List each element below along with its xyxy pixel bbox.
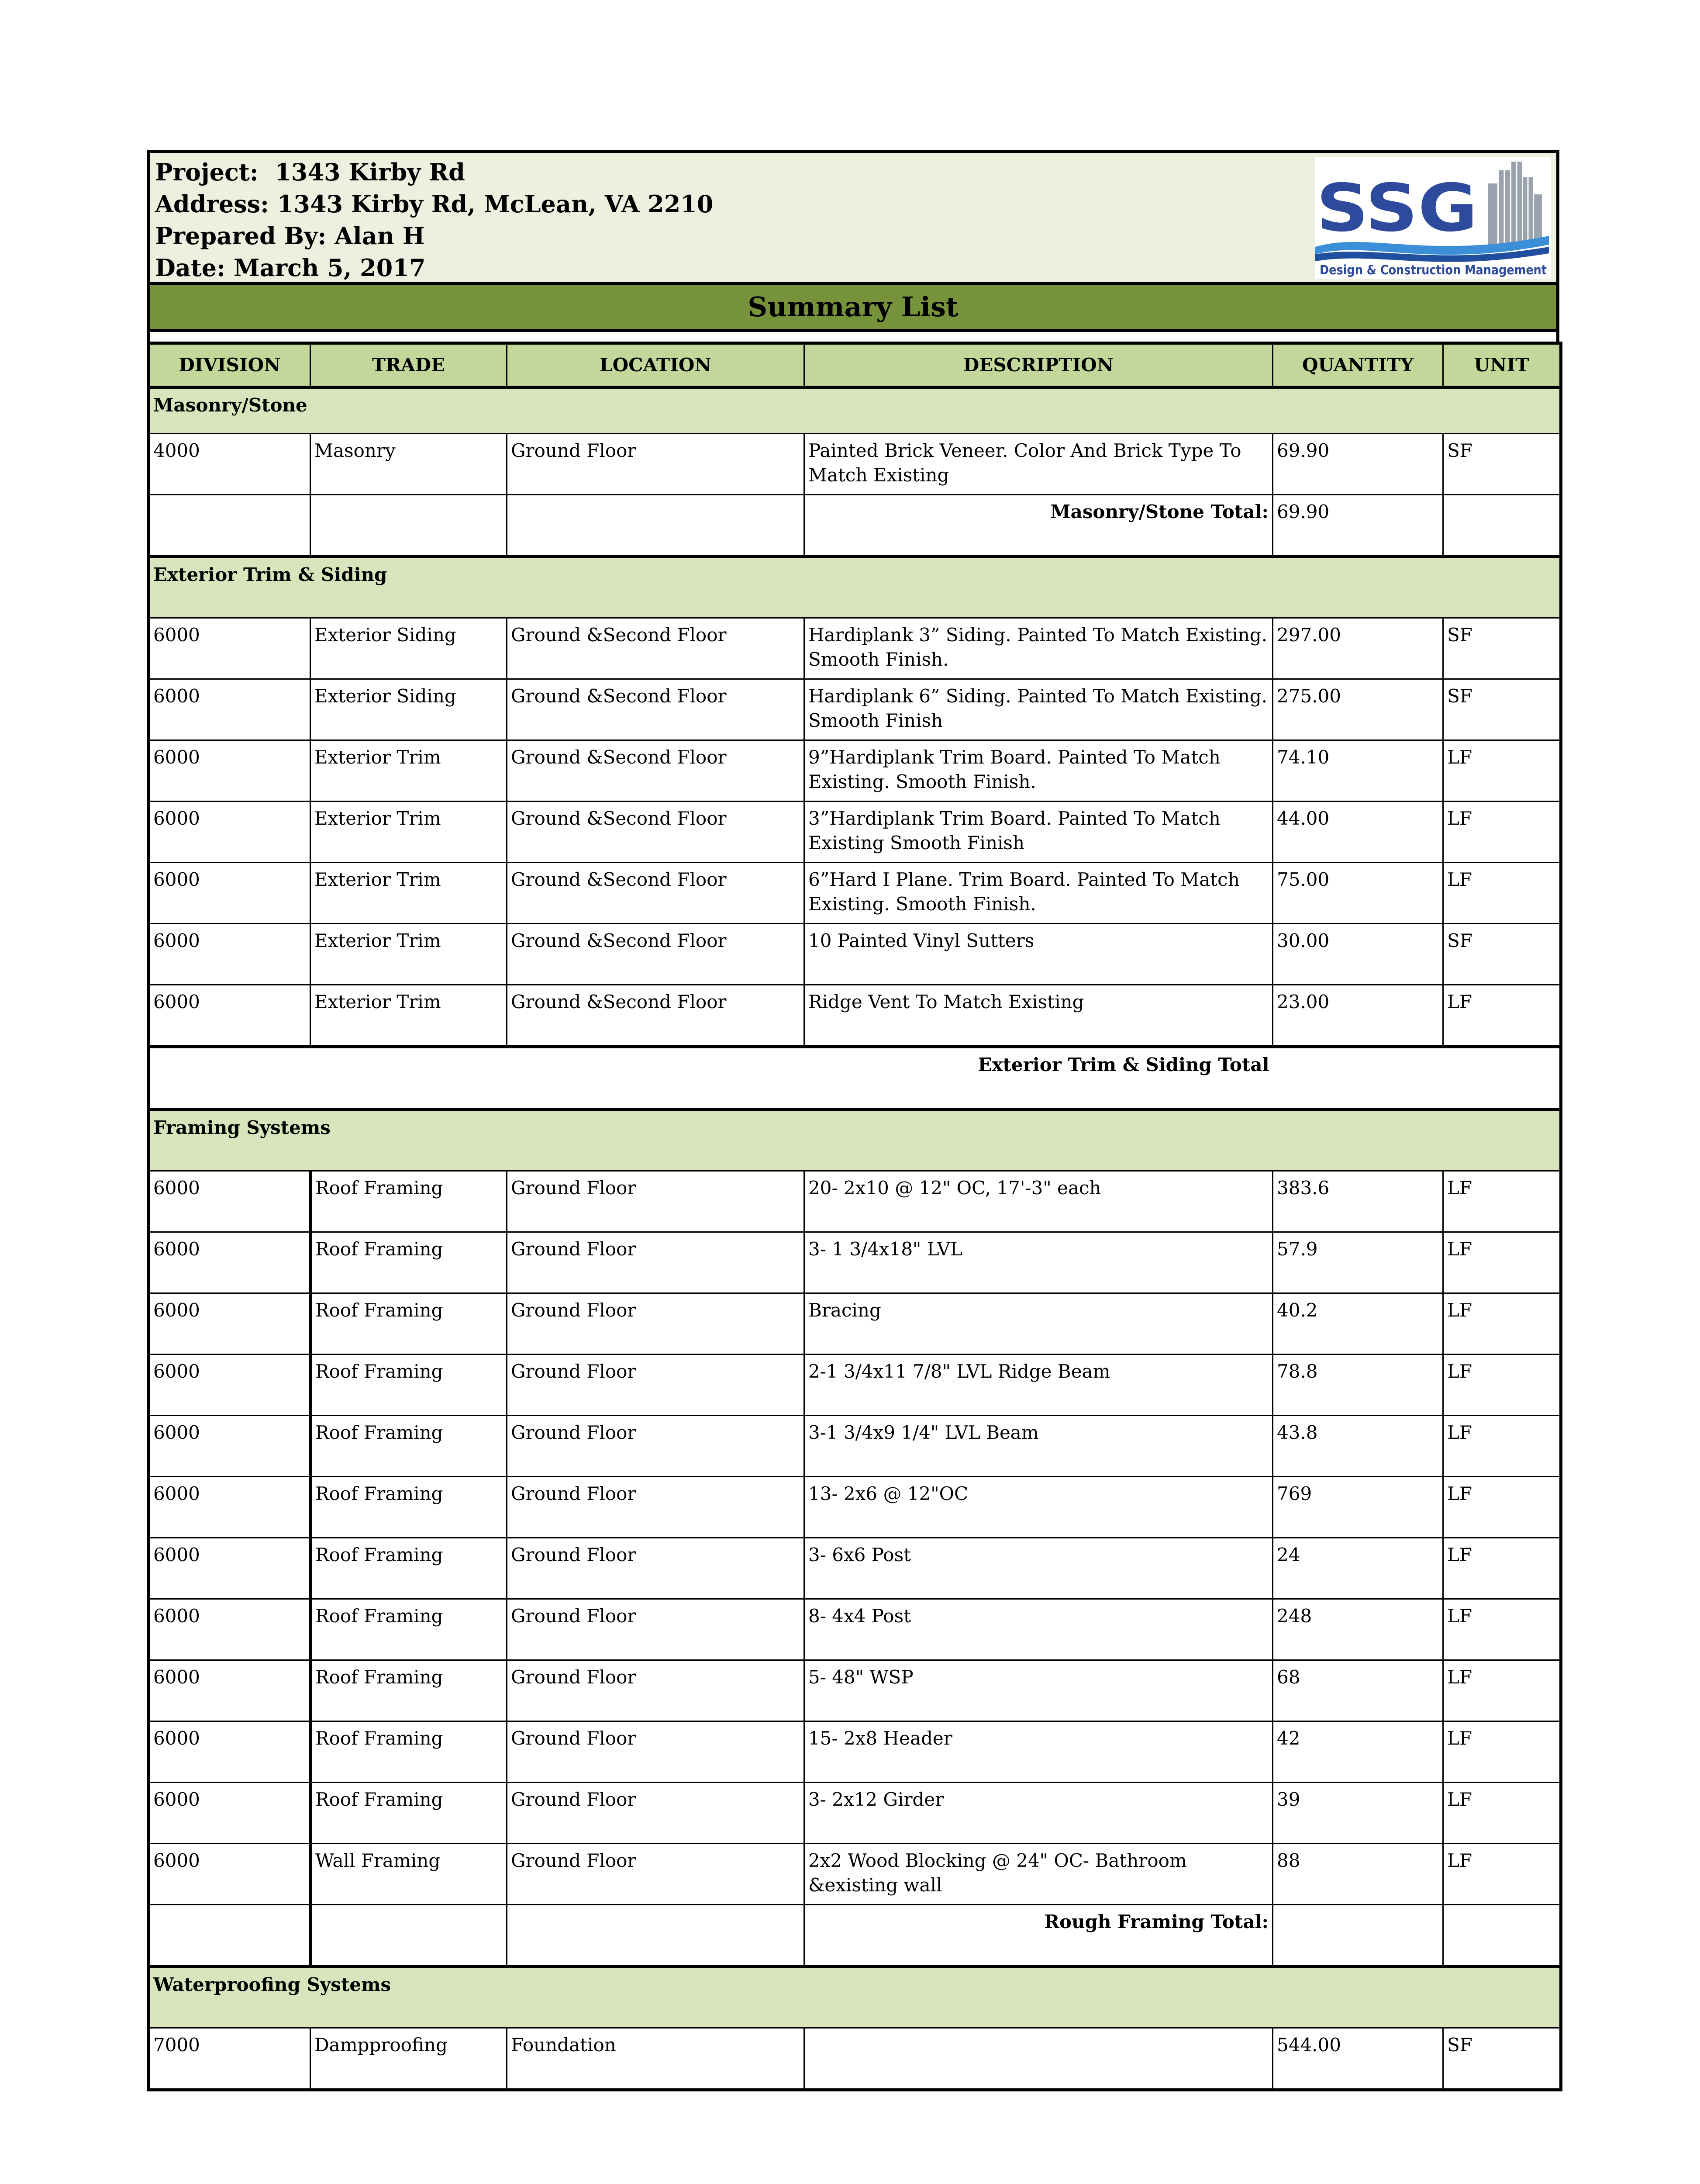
cell-division: 6000 (148, 985, 310, 1047)
total-value (1273, 1047, 1561, 1110)
cell-description: 3- 1 3/4x18" LVL (804, 1232, 1273, 1293)
table-row (148, 434, 1561, 495)
table-row (148, 2028, 1561, 2090)
cell-description: Painted Brick Veneer. Color And Brick Type To Match Existing (804, 434, 1273, 495)
cell-description: 5- 48" WSP (804, 1660, 1273, 1721)
col-division: DIVISION (148, 343, 310, 387)
total-row (148, 1047, 1561, 1110)
cell-description: 2-1 3/4x11 7/8" LVL Ridge Beam (804, 1355, 1273, 1416)
cell-description (804, 2028, 1273, 2090)
section-header-row (148, 1110, 1561, 1171)
cell-location: Ground Floor (507, 1171, 804, 1232)
cell-description: 10 Painted Vinyl Sutters (804, 924, 1273, 985)
cell-location: Ground &Second Floor (507, 802, 804, 863)
cell-quantity: 297.00 (1273, 618, 1443, 679)
cell-location: Ground Floor (507, 1783, 804, 1844)
table-row (148, 802, 1561, 863)
cell-division: 6000 (148, 1171, 310, 1232)
section-name: Framing Systems (148, 1110, 1561, 1171)
table-row (148, 1171, 1561, 1232)
cell-quantity: 44.00 (1273, 802, 1443, 863)
cell-division: 6000 (148, 1844, 310, 1905)
cell-unit: SF (1443, 618, 1561, 679)
cell-quantity: 23.00 (1273, 985, 1443, 1047)
table-row (148, 1293, 1561, 1355)
total-value (1273, 1905, 1443, 1967)
cell-quantity: 769 (1273, 1477, 1443, 1538)
cell-trade: Roof Framing (310, 1293, 507, 1355)
project-line: Project: 1343 Kirby Rd (155, 158, 465, 186)
ssg-logo (1315, 157, 1551, 279)
col-trade: TRADE (310, 343, 507, 387)
table-row (148, 679, 1561, 740)
cell-division: 6000 (148, 1721, 310, 1783)
cell-description: 2x2 Wood Blocking @ 24" OC- Bathroom &existing wall (804, 1844, 1273, 1905)
total-label: Rough Framing Total: (804, 1905, 1273, 1967)
table-row (148, 924, 1561, 985)
logo-tagline: Design & Construction Management (1320, 263, 1547, 277)
total-empty-cell (507, 495, 804, 557)
cell-unit: SF (1443, 924, 1561, 985)
cell-trade: Exterior Trim (310, 802, 507, 863)
cell-unit: LF (1443, 1721, 1561, 1783)
cell-division: 6000 (148, 802, 310, 863)
cell-location: Ground Floor (507, 434, 804, 495)
cell-description: 15- 2x8 Header (804, 1721, 1273, 1783)
cell-unit: SF (1443, 679, 1561, 740)
cell-unit: SF (1443, 434, 1561, 495)
cell-trade: Roof Framing (310, 1232, 507, 1293)
cell-trade: Roof Framing (310, 1171, 507, 1232)
cell-division: 6000 (148, 679, 310, 740)
cell-division: 6000 (148, 1783, 310, 1844)
cell-location: Ground &Second Floor (507, 679, 804, 740)
cell-trade: Roof Framing (310, 1538, 507, 1599)
cell-unit: LF (1443, 802, 1561, 863)
cell-trade: Exterior Siding (310, 618, 507, 679)
cell-trade: Exterior Trim (310, 924, 507, 985)
svg-text:SSG: SSG (1316, 170, 1478, 246)
col-location: LOCATION (507, 343, 804, 387)
cell-trade: Roof Framing (310, 1599, 507, 1660)
cell-division: 6000 (148, 863, 310, 924)
date-line: Date: March 5, 2017 (155, 254, 426, 282)
cell-unit: LF (1443, 1477, 1561, 1538)
cell-division: 6000 (148, 924, 310, 985)
total-empty-cell (1443, 1905, 1561, 1967)
cell-location: Ground Floor (507, 1232, 804, 1293)
address-line: Address: 1343 Kirby Rd, McLean, VA 2210 (155, 190, 714, 218)
cell-description: 3- 6x6 Post (804, 1538, 1273, 1599)
cell-location: Foundation (507, 2028, 804, 2090)
total-empty-cell (507, 1905, 804, 1967)
cell-trade: Dampproofing (310, 2028, 507, 2090)
table-row (148, 1355, 1561, 1416)
col-description: DESCRIPTION (804, 343, 1273, 387)
cell-trade: Wall Framing (310, 1844, 507, 1905)
project-header (147, 150, 1559, 282)
cell-description: Hardiplank 6” Siding. Painted To Match Existing. Smooth Finish (804, 679, 1273, 740)
cell-unit: LF (1443, 1599, 1561, 1660)
total-value: 69.90 (1273, 495, 1443, 557)
cell-division: 4000 (148, 434, 310, 495)
cell-unit: LF (1443, 1232, 1561, 1293)
cell-quantity: 78.8 (1273, 1355, 1443, 1416)
total-empty-cell (310, 1905, 507, 1967)
cell-quantity: 68 (1273, 1660, 1443, 1721)
cell-description: 3-1 3/4x9 1/4" LVL Beam (804, 1416, 1273, 1477)
cell-description: 6”Hard I Plane. Trim Board. Painted To Match Existing. Smooth Finish. (804, 863, 1273, 924)
cell-location: Ground Floor (507, 1599, 804, 1660)
cell-division: 6000 (148, 1232, 310, 1293)
cell-division: 6000 (148, 740, 310, 802)
col-unit: UNIT (1443, 343, 1561, 387)
cell-trade: Exterior Siding (310, 679, 507, 740)
cell-quantity: 43.8 (1273, 1416, 1443, 1477)
table-row (148, 1783, 1561, 1844)
cell-unit: LF (1443, 863, 1561, 924)
table-row (148, 618, 1561, 679)
cell-location: Ground Floor (507, 1538, 804, 1599)
cell-trade: Exterior Trim (310, 985, 507, 1047)
cell-unit: LF (1443, 1416, 1561, 1477)
cell-description: 13- 2x6 @ 12"OC (804, 1477, 1273, 1538)
total-label: Masonry/Stone Total: (804, 495, 1273, 557)
cell-description: 20- 2x10 @ 12" OC, 17'-3" each (804, 1171, 1273, 1232)
cell-trade: Exterior Trim (310, 740, 507, 802)
section-header-row (148, 557, 1561, 618)
cell-trade: Roof Framing (310, 1721, 507, 1783)
cell-description: 3- 2x12 Girder (804, 1783, 1273, 1844)
cell-location: Ground Floor (507, 1416, 804, 1477)
cell-trade: Exterior Trim (310, 863, 507, 924)
total-empty-cell (1443, 495, 1561, 557)
section-name: Waterproofing Systems (148, 1967, 1561, 2028)
total-row (148, 495, 1561, 557)
cell-quantity: 544.00 (1273, 2028, 1443, 2090)
cell-unit: LF (1443, 740, 1561, 802)
cell-division: 6000 (148, 1538, 310, 1599)
cell-quantity: 39 (1273, 1783, 1443, 1844)
cell-location: Ground &Second Floor (507, 924, 804, 985)
section-name: Masonry/Stone (148, 387, 1561, 434)
cell-unit: LF (1443, 985, 1561, 1047)
cell-trade: Roof Framing (310, 1355, 507, 1416)
table-row (148, 985, 1561, 1047)
cell-quantity: 88 (1273, 1844, 1443, 1905)
cell-location: Ground &Second Floor (507, 985, 804, 1047)
cell-quantity: 30.00 (1273, 924, 1443, 985)
cell-quantity: 75.00 (1273, 863, 1443, 924)
cell-trade: Roof Framing (310, 1416, 507, 1477)
cell-quantity: 24 (1273, 1538, 1443, 1599)
total-label: Exterior Trim & Siding Total (148, 1047, 1273, 1110)
section-name: Exterior Trim & Siding (148, 557, 1561, 618)
total-row (148, 1905, 1561, 1967)
cell-division: 6000 (148, 1355, 310, 1416)
cell-description: Bracing (804, 1293, 1273, 1355)
cell-trade: Masonry (310, 434, 507, 495)
cell-quantity: 42 (1273, 1721, 1443, 1783)
cell-division: 6000 (148, 618, 310, 679)
table-row (148, 863, 1561, 924)
cell-location: Ground &Second Floor (507, 618, 804, 679)
summary-sheet (147, 150, 1559, 2091)
col-quantity: QUANTITY (1273, 343, 1443, 387)
cell-quantity: 40.2 (1273, 1293, 1443, 1355)
cell-division: 6000 (148, 1293, 310, 1355)
summary-table (147, 342, 1562, 2091)
cell-location: Ground Floor (507, 1477, 804, 1538)
cell-quantity: 275.00 (1273, 679, 1443, 740)
table-row (148, 1232, 1561, 1293)
cell-division: 6000 (148, 1660, 310, 1721)
total-empty-cell (148, 1905, 310, 1967)
table-row (148, 1660, 1561, 1721)
cell-quantity: 69.90 (1273, 434, 1443, 495)
summary-title: Summary List (147, 282, 1559, 332)
table-row (148, 1599, 1561, 1660)
cell-trade: Roof Framing (310, 1660, 507, 1721)
table-row (148, 740, 1561, 802)
table-row (148, 1721, 1561, 1783)
table-row (148, 1416, 1561, 1477)
cell-unit: LF (1443, 1538, 1561, 1599)
cell-location: Ground &Second Floor (507, 740, 804, 802)
cell-division: 6000 (148, 1477, 310, 1538)
cell-division: 6000 (148, 1599, 310, 1660)
cell-quantity: 248 (1273, 1599, 1443, 1660)
cell-location: Ground Floor (507, 1355, 804, 1416)
cell-trade: Roof Framing (310, 1477, 507, 1538)
cell-quantity: 57.9 (1273, 1232, 1443, 1293)
cell-division: 6000 (148, 1416, 310, 1477)
cell-quantity: 74.10 (1273, 740, 1443, 802)
cell-location: Ground Floor (507, 1844, 804, 1905)
total-empty-cell (310, 495, 507, 557)
cell-unit: LF (1443, 1783, 1561, 1844)
prepared-by-line: Prepared By: Alan H (155, 222, 425, 250)
cell-description: 8- 4x4 Post (804, 1599, 1273, 1660)
section-header-row (148, 387, 1561, 434)
cell-unit: LF (1443, 1293, 1561, 1355)
cell-location: Ground &Second Floor (507, 863, 804, 924)
cell-unit: LF (1443, 1660, 1561, 1721)
cell-trade: Roof Framing (310, 1783, 507, 1844)
cell-location: Ground Floor (507, 1293, 804, 1355)
section-header-row (148, 1967, 1561, 2028)
cell-location: Ground Floor (507, 1660, 804, 1721)
cell-description: Ridge Vent To Match Existing (804, 985, 1273, 1047)
cell-description: 3”Hardiplank Trim Board. Painted To Match Existing Smooth Finish (804, 802, 1273, 863)
cell-location: Ground Floor (507, 1721, 804, 1783)
table-row (148, 1477, 1561, 1538)
cell-division: 7000 (148, 2028, 310, 2090)
cell-quantity: 383.6 (1273, 1171, 1443, 1232)
cell-unit: LF (1443, 1171, 1561, 1232)
cell-unit: LF (1443, 1355, 1561, 1416)
cell-unit: LF (1443, 1844, 1561, 1905)
column-header-row (148, 343, 1561, 387)
cell-unit: SF (1443, 2028, 1561, 2090)
cell-description: Hardiplank 3” Siding. Painted To Match Existing. Smooth Finish. (804, 618, 1273, 679)
table-row (148, 1538, 1561, 1599)
cell-description: 9”Hardiplank Trim Board. Painted To Match Existing. Smooth Finish. (804, 740, 1273, 802)
table-row (148, 1844, 1561, 1905)
total-empty-cell (148, 495, 310, 557)
